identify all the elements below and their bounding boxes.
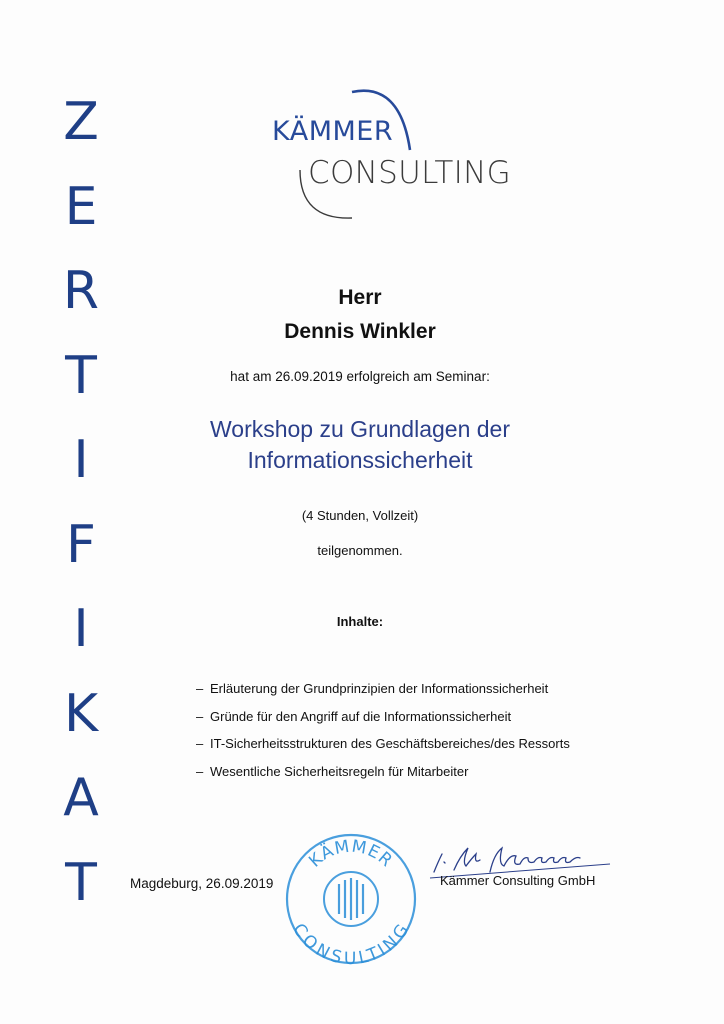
svg-text:CONSULTING: CONSULTING: [288, 920, 414, 968]
logo-bottom-word: CONSULTING: [308, 155, 511, 191]
list-item: – Erläuterung der Grundprinzipien der Informationssicherheit: [196, 675, 570, 703]
company-name: Kämmer Consulting GmbH: [440, 873, 596, 888]
course-title: [130, 414, 590, 476]
list-item: – Wesentliche Sicherheitsregeln für Mitarbeiter: [196, 758, 570, 786]
title-letter: T: [65, 345, 97, 406]
company-stamp: [282, 830, 420, 968]
participated-text: teilgenommen.: [317, 543, 403, 558]
course-title-line-2: Informationssicherheit: [247, 447, 473, 473]
title-letter: Z: [63, 92, 99, 152]
title-letter: I: [73, 599, 89, 659]
title-letter: R: [62, 261, 100, 321]
course-duration: (4 Stunden, Vollzeit): [301, 508, 419, 523]
title-letter: K: [63, 683, 99, 744]
title-letter: T: [65, 852, 97, 913]
bullet-dash: –: [196, 681, 204, 696]
svg-text:KÄMMER: KÄMMER: [305, 836, 397, 872]
list-item: – Gründe für den Angriff auf die Informationssicherheit: [196, 703, 570, 731]
place-date: Magdeburg, 26.09.2019: [130, 876, 274, 891]
list-item: – IT-Sicherheitsstrukturen des Geschäftsbereiches/des Ressorts: [196, 730, 570, 758]
title-letter: I: [73, 430, 89, 490]
recipient-name: Dennis Winkler: [284, 320, 436, 343]
bullet-dash: –: [196, 736, 204, 751]
recipient-salutation: Herr: [338, 286, 382, 309]
contents-heading: Inhalte:: [336, 614, 384, 629]
company-logo: [260, 80, 520, 230]
intro-text: hat am 26.09.2019 erfolgreich am Seminar:: [230, 369, 490, 384]
title-letter: E: [64, 176, 98, 237]
vertical-title: [48, 92, 114, 937]
bullet-dash: –: [196, 708, 204, 724]
title-letter: A: [63, 768, 99, 828]
logo-top-word: KÄMMER: [272, 116, 394, 147]
bullet-dash: –: [196, 763, 204, 779]
course-title-line-1: Workshop zu Grundlagen der: [209, 416, 511, 442]
topics-list: [196, 675, 570, 785]
title-letter: F: [66, 514, 96, 575]
